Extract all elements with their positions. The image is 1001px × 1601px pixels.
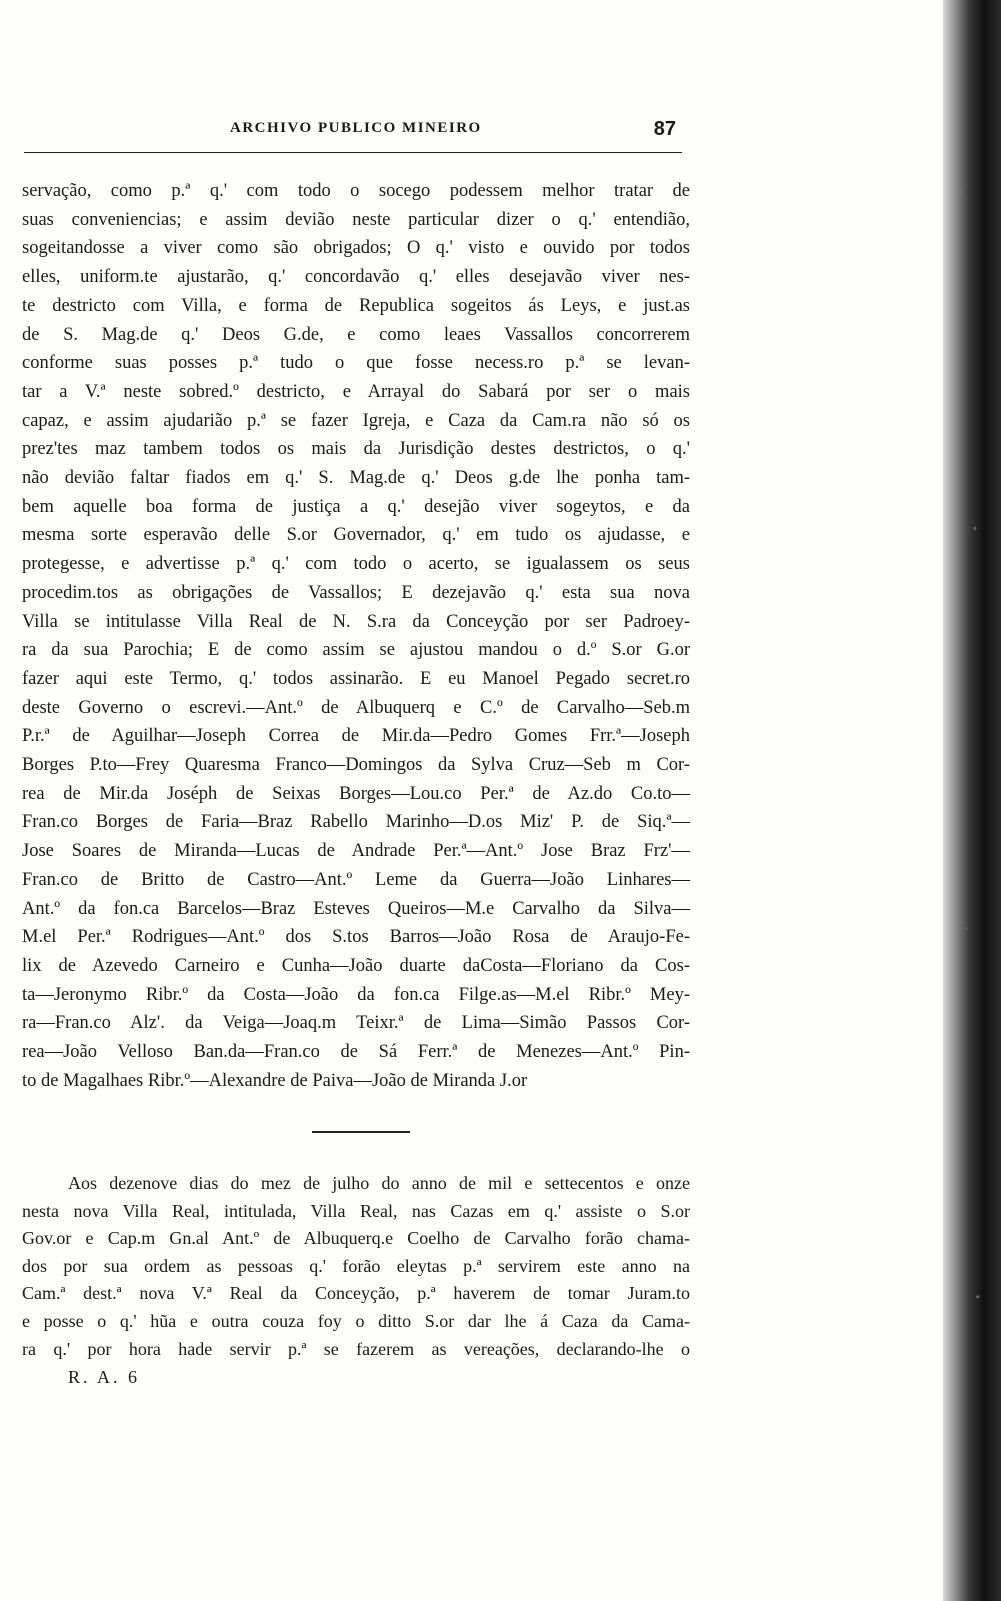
text-line: servação, como p.ª q.' com todo o socego podessem melhor tratar de [22, 181, 690, 201]
text-line: capaz, e assim ajudarião p.ª se fazer Igreja, e Caza da Cam.ra não só os [22, 410, 690, 431]
text-line: Villa se intitulasse Villa Real de N. S.ra da Conceyção por ser Padroey- [22, 611, 690, 632]
header-rule [24, 152, 682, 153]
text-line: conforme suas posses p.ª tudo o que fosse necess.ro p.ª se levan- [22, 353, 690, 374]
section-divider [312, 1131, 410, 1133]
text-line: ta—Jeronymo Ribr.º da Costa—João da fon.ca Filge.as—M.el Ribr.º Mey- [22, 984, 690, 1005]
text-line: prez'tes maz tambem todos os mais da Jurisdição destes destrictos, o q.' [22, 439, 690, 460]
text-line: Fran.co de Britto de Castro—Ant.º Leme da Guerra—João Linhares— [22, 869, 690, 890]
body-text [22, 177, 690, 1096]
text-line: fazer aqui este Termo, q.' todos assinarão. E eu Manoel Pegado secret.ro [22, 668, 690, 689]
text-line: não devião faltar fiados em q.' S. Mag.de q.' Deos g.de lhe ponha tam- [22, 468, 690, 489]
text-line: Cam.ª dest.ª nova V.ª Real da Conceyção, p.ª haverem de tomar Juram.to [22, 1283, 690, 1304]
text-line: rea—João Velloso Ban.da—Fran.co de Sá Ferr.ª de Menezes—Ant.º Pin- [22, 1042, 690, 1063]
text-line: to de Magalhaes Ribr.º—Alexandre de Paiva—João de Miranda J.or [22, 1070, 528, 1091]
text-line: mesma sorte esperavão delle S.or Governador, q.' em tudo os ajudasse, e [22, 525, 690, 546]
text-line: P.r.ª de Aguilhar—Joseph Correa de Mir.da—Pedro Gomes Frr.ª—Joseph [22, 726, 690, 747]
page-number: 87 [653, 118, 676, 140]
text-line: ra q.' por hora hade servir p.ª se fazerem as vereações, declarando-lhe o [22, 1338, 690, 1359]
second-paragraph [22, 1170, 690, 1363]
text-line: de S. Mag.de q.' Deos G.de, e como leaes Vassallos concorrerem [22, 324, 690, 345]
text-line: sogeitandosse a viver como são obrigados; O q.' visto e ouvido por todos [22, 238, 690, 259]
text-line: M.el Per.ª Rodrigues—Ant.º dos S.tos Barros—João Rosa de Araujo-Fe- [22, 927, 690, 948]
text-line: Gov.or e Cap.m Gn.al Ant.º de Albuquerq.e Coelho de Carvalho forão chama- [22, 1228, 690, 1249]
text-line: procedim.tos as obrigações de Vassallos; E dezejavão q.' esta sua nova [22, 582, 690, 603]
text-line: Fran.co Borges de Faria—Braz Rabello Marinho—D.os Miz' P. de Siq.ª— [22, 812, 690, 833]
spine-texture [943, 0, 1001, 1601]
text-line: lix de Azevedo Carneiro e Cunha—João duarte daCosta—Floriano da Cos- [22, 955, 690, 976]
running-title: ARCHIVO PUBLICO MINEIRO [230, 120, 482, 136]
text-line: Borges P.to—Frey Quaresma Franco—Domingos da Sylva Cruz—Seb m Cor- [22, 755, 690, 776]
page-header [24, 118, 680, 142]
text-line: tar a V.ª neste sobred.º destricto, e Arrayal do Sabará por ser o mais [22, 381, 690, 402]
text-line: deste Governo o escrevi.—Ant.º de Albuquerq e C.º de Carvalho—Seb.m [22, 697, 690, 718]
text-line: Jose Soares de Miranda—Lucas de Andrade Per.ª—Ant.º Jose Braz Frz'— [22, 841, 690, 862]
text-line: elles, uniform.te ajustarão, q.' concordavão q.' elles desejavão viver nes- [22, 267, 690, 288]
text-line: dos por sua ordem as pessoas q.' forão eleytas p.ª servirem este anno na [22, 1255, 690, 1276]
text-line: protegesse, e advertisse p.ª q.' com todo o acerto, se igualassem os seus [22, 554, 690, 575]
signature-mark: R. A. 6 [68, 1367, 141, 1387]
text-line: rea de Mir.da Joséph de Seixas Borges—Lou.co Per.ª de Az.do Co.to— [22, 783, 690, 804]
text-line: ra da sua Parochia; E de como assim se ajustou mandou o d.º S.or G.or [22, 640, 690, 661]
text-line: Aos dezenove dias do mez de julho do anno de mil e settecentos e onze [68, 1173, 690, 1193]
text-line: bem aquelle boa forma de justiça a q.' desejão viver sogeytos, e da [22, 496, 690, 517]
text-line: ra—Fran.co Alz'. da Veiga—Joaq.m Teixr.ª de Lima—Simão Passos Cor- [22, 1013, 690, 1034]
text-line: Ant.º da fon.ca Barcelos—Braz Esteves Queiros—M.e Carvalho da Silva— [22, 898, 690, 919]
text-line: suas conveniencias; e assim devião neste particular dizer o q.' entendião, [22, 209, 690, 230]
text-line: nesta nova Villa Real, intitulada, Villa Real, nas Cazas em q.' assiste o S.or [22, 1200, 690, 1221]
text-line: e posse o q.' hũa e outra couza foy o ditto S.or dar lhe á Caza da Cama- [22, 1310, 690, 1331]
text-line: te destricto com Villa, e forma de Republica sogeitos ás Leys, e just.as [22, 295, 690, 316]
